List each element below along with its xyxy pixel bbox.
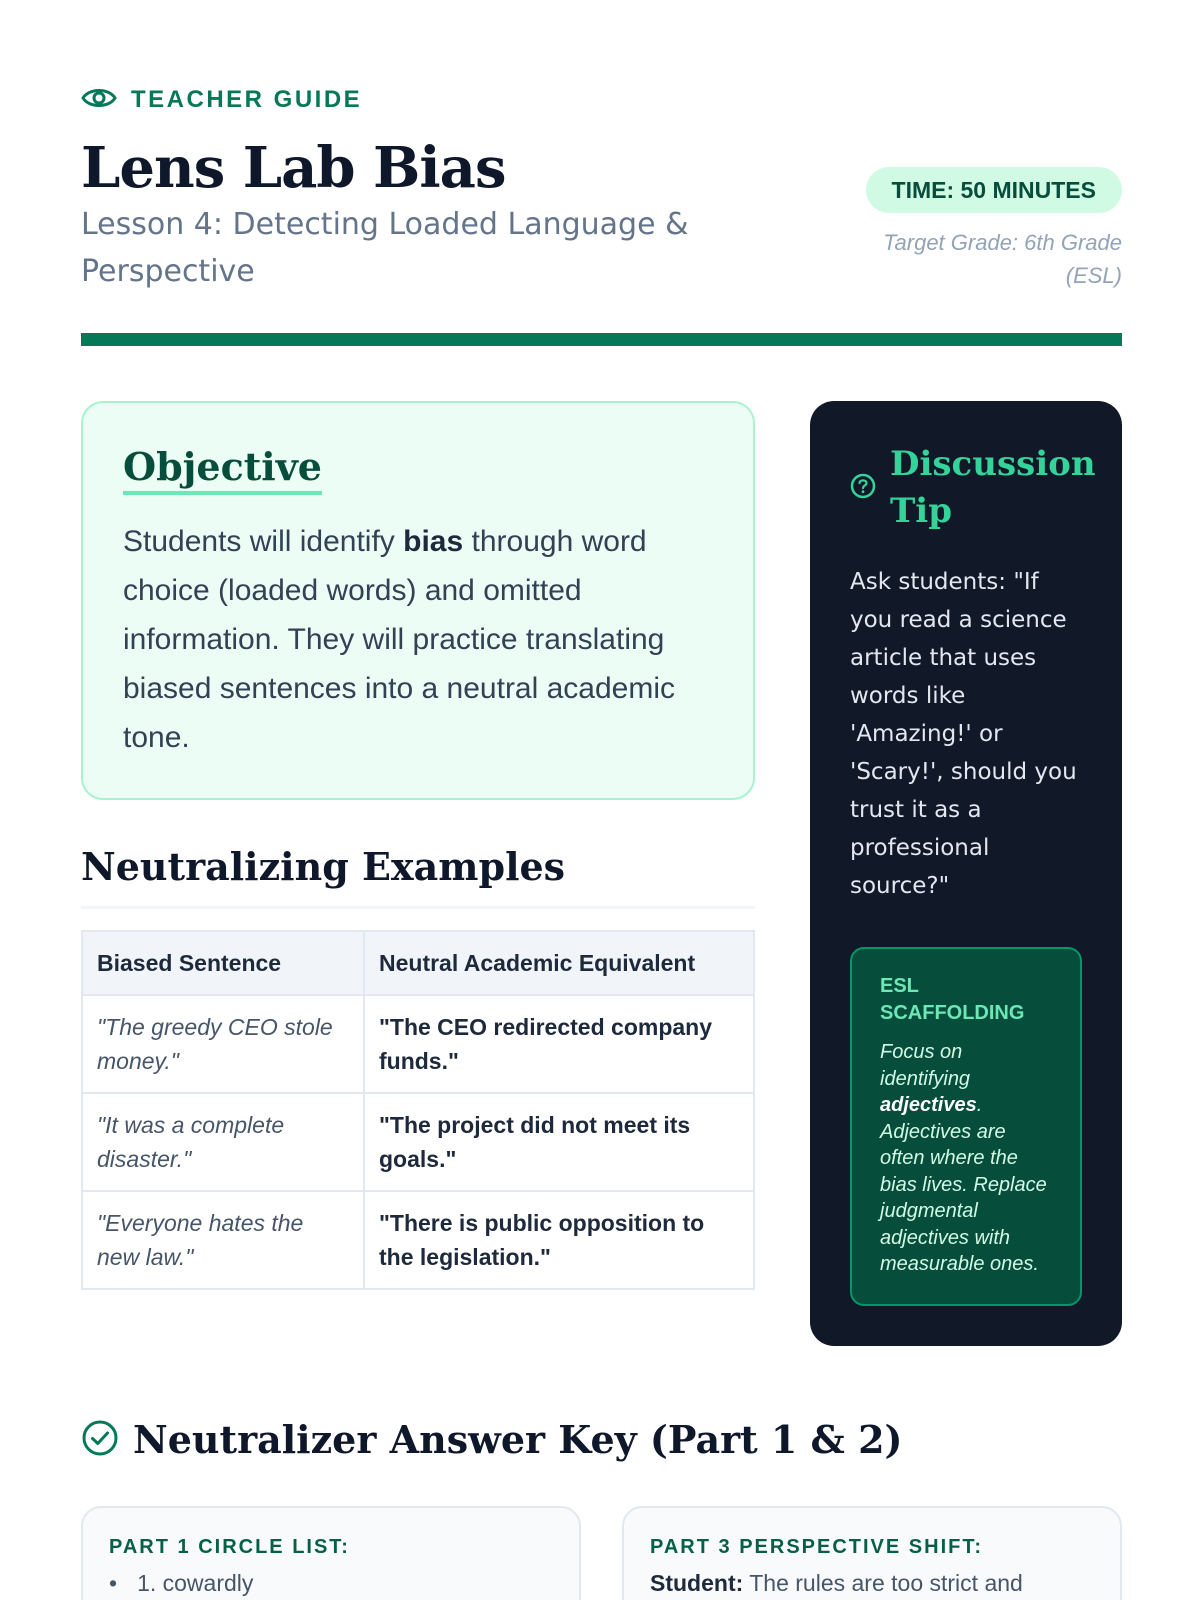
examples-table [81, 930, 755, 1290]
answer-key-heading: Neutralizer Answer Key (Part 1 & 2) [133, 1417, 903, 1462]
check-circle-icon [81, 1419, 119, 1461]
part3-speaker: Student: [650, 1570, 744, 1596]
objective-text: Students will identify bias through word choice (loaded words) and omitted information. They will practice translating biased sentences into a neutral academic tone. [123, 525, 676, 754]
target-grade: Target Grade: 6th Grade (ESL) [883, 230, 1122, 288]
eyebrow [81, 83, 1122, 117]
part1-list [109, 1566, 553, 1600]
table-row [82, 1191, 754, 1289]
biased-sentence: "The greedy CEO stole money." [82, 995, 364, 1093]
page-subtitle: Lesson 4: Detecting Loaded Language & Perspective [81, 207, 689, 289]
answer-key-header [81, 1413, 903, 1467]
tip-text: Ask students: "If you read a science article that uses words like 'Amazing!' or 'Scary!', should you trust it as a professional source?" [850, 569, 1077, 899]
part1-label: PART 1 CIRCLE LIST: [109, 1536, 350, 1558]
tip-heading: Discussion Tip [890, 444, 1096, 531]
neutral-sentence: "The CEO redirected company funds." [364, 995, 754, 1093]
esl-label: ESL SCAFFOLDING [880, 975, 1025, 1024]
table-row [82, 1093, 754, 1191]
part1-card [81, 1506, 581, 1600]
objective-keyword: bias [403, 525, 464, 558]
table-row [82, 995, 754, 1093]
neutral-sentence: "There is public opposition to the legislation." [364, 1191, 754, 1289]
page-title: Lens Lab Bias [81, 135, 506, 201]
table-header-row [82, 931, 754, 995]
eye-icon [81, 85, 117, 115]
page-header [81, 83, 1122, 347]
part3-answer: Student: The rules are too strict and [650, 1570, 1023, 1596]
esl-scaffolding-box [850, 947, 1082, 1306]
column-header-neutral: Neutral Academic Equivalent [364, 931, 754, 995]
examples-divider [81, 906, 755, 909]
objective-card [81, 401, 755, 800]
biased-sentence: "It was a complete disaster." [82, 1093, 364, 1191]
tip-header [850, 441, 1096, 535]
eyebrow-label: TEACHER GUIDE [131, 86, 363, 113]
examples-heading: Neutralizing Examples [81, 844, 566, 889]
part3-card [622, 1506, 1122, 1600]
esl-text: Focus on identifying adjectives. Adjectives are often where the bias lives. Replace judgmental adjectives with measurable ones. [880, 1041, 1047, 1275]
esl-keyword: adjectives [880, 1094, 977, 1116]
header-divider [81, 333, 1122, 346]
discussion-tip-panel [810, 401, 1122, 1346]
neutral-sentence: "The project did not meet its goals." [364, 1093, 754, 1191]
list-item: • 1. cowardly [109, 1570, 254, 1596]
biased-sentence: "Everyone hates the new law." [82, 1191, 364, 1289]
part3-label: PART 3 PERSPECTIVE SHIFT: [650, 1536, 984, 1558]
column-header-biased: Biased Sentence [82, 931, 364, 995]
objective-heading: Objective [123, 443, 322, 495]
question-circle-icon [850, 473, 876, 503]
time-badge: TIME: 50 MINUTES [866, 167, 1122, 213]
